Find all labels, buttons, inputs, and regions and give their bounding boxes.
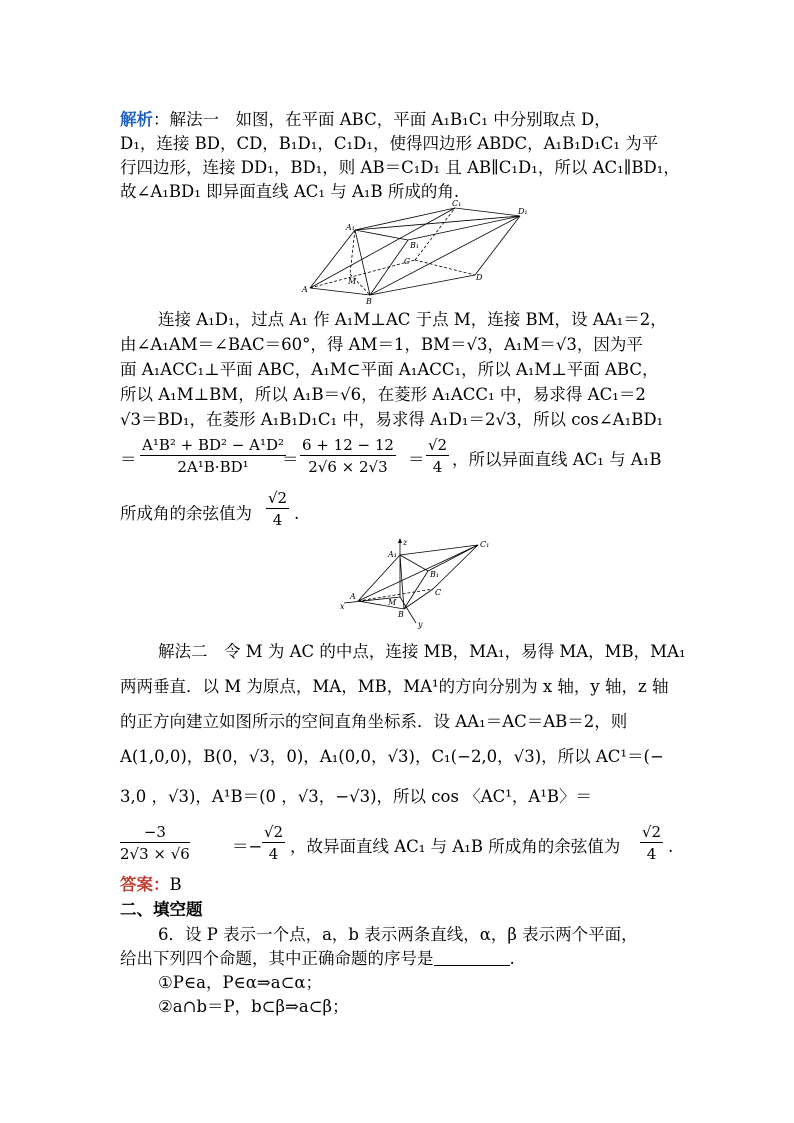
eq1-f1-den: 2A¹B·BD¹ (177, 458, 249, 476)
edge-ac1 (310, 208, 455, 288)
eq1-f2-num: 6 + 12 − 12 (302, 436, 394, 454)
method2-line-1: 解法二 令 M 为 AC 的中点，连接 MB，MA₁，易得 MA，MB，MA₁ (158, 642, 686, 661)
q6-option-1: ①P∈a，P∈α⇒a⊂α； (158, 973, 323, 992)
section2-title: 二、填空题 (120, 900, 203, 919)
eq1-suffix: ，所以异面直线 AC₁ 与 A₁B (452, 450, 662, 469)
fig1-label-c: C (404, 257, 411, 266)
edge-ab (358, 601, 404, 609)
fig2-label-b1: B₁ (430, 570, 440, 579)
eq1-f1-num: A¹B² + BD² − A¹D² (142, 436, 285, 454)
fig2-label-z: z (403, 538, 408, 547)
edge-a1b1 (400, 555, 428, 571)
method2-line-3: 的正方向建立如图所示的空间直角坐标系．设 AA₁＝AC＝AB＝2，则 (120, 712, 628, 731)
eq3-fraction-3 (640, 822, 663, 865)
q6-line-1: 6．设 P 表示一个点，a，b 表示两条直线，α，β 表示两个平面， (158, 925, 638, 944)
eq1-mid: ＝ (282, 450, 299, 469)
edge-cd (415, 260, 475, 275)
fig2-label-c1: C₁ (480, 540, 490, 549)
method2-line-4: A(1,0,0)，B(0，√3，0)，A₁(0,0，√3)，C₁(−2,0，√3)，所以 AC¹＝(− (120, 747, 664, 766)
answer-label: 答案： (120, 875, 170, 894)
eq3-end: . (668, 837, 674, 856)
parallelepiped-figure (300, 199, 530, 306)
fig2-label-m: M (388, 598, 397, 607)
solution-line-3: 行四边形，连接 DD₁，BD₁，则 AB＝C₁D₁ 且 AB∥C₁D₁，所以 AC₁∥BD₁， (120, 158, 680, 177)
q6-line-2: 给出下列四个命题，其中正确命题的序号是 . (120, 949, 515, 968)
fig1-label-d: D (476, 273, 483, 282)
edge-a1b (355, 230, 370, 295)
edge-bd1 (370, 216, 520, 295)
eq1-fraction-1 (140, 435, 286, 478)
fig2-label-c: C (435, 588, 442, 597)
edge-a1m (350, 230, 355, 274)
edge-bb1 (370, 240, 411, 295)
method2-line-5: 3,0 ，√3)，A¹B＝(0 ，√3，−√3)，所以 cos 〈AC¹，A¹B〉＝ (120, 787, 592, 806)
eq1-fraction-2 (300, 435, 396, 478)
eq3-f3-den: 4 (646, 845, 657, 863)
eq2-prefix: 所成角的余弦值为 (120, 504, 252, 523)
eq3-fraction-1 (120, 822, 190, 865)
eq1-fraction-3 (426, 435, 449, 478)
fig2-label-a: A (350, 592, 356, 601)
fig1-label-c1: C₁ (452, 199, 462, 208)
eq1-f3-num: √2 (428, 436, 448, 454)
eq3-f3-num: √2 (642, 823, 662, 841)
fig2-label-x: x (340, 602, 345, 611)
fig2-label-b: B (398, 610, 404, 619)
fig1-label-d1: D₁ (518, 207, 528, 216)
eq2-den: 4 (272, 511, 283, 529)
eq3-mid: ＝− (232, 837, 263, 856)
eq1-f3-den: 4 (432, 458, 443, 476)
fig1-label-m: M (348, 277, 357, 286)
eq3-f1-den: 2√3 × √6 (120, 845, 190, 863)
eq1-prefix: ＝ (120, 450, 137, 469)
coordinate-figure (338, 537, 508, 629)
edge-a1c1 (400, 545, 478, 555)
eq3-f1-num: −3 (120, 822, 190, 843)
edge-ab (310, 288, 370, 295)
eq1-eq: ＝ (408, 450, 425, 469)
answer-blank[interactable] (434, 949, 510, 966)
para2-line-5: √3＝BD₁，在菱形 A₁B₁D₁C₁ 中，易求得 A₁D₁＝2√3，所以 cos∠A₁BD₁ (120, 410, 664, 429)
solution-line-2: D₁，连接 BD，CD，B₁D₁，C₁D₁，使得四边形 ABDC，A₁B₁D₁C₁ 为平 (120, 134, 659, 153)
edge-dd1 (475, 216, 520, 275)
q6-option-2: ②a∩b＝P，b⊂β⇒a⊂β； (158, 997, 349, 1016)
fig2-label-y: y (418, 620, 423, 629)
edge-bd (370, 275, 475, 295)
para2-line-1: 连接 A₁D₁，过点 A₁ 作 A₁M⊥AC 于点 M，连接 BM，设 AA₁＝2， (158, 310, 667, 329)
eq3-suffix: ，故异面直线 AC₁ 与 A₁B 所成角的余弦值为 (290, 837, 621, 856)
eq2-num: √2 (268, 489, 288, 507)
edge-bc (404, 589, 433, 609)
eq2-fraction (266, 488, 289, 531)
para2-line-2: 由∠A₁AM＝∠BAC＝60°，得 AM＝1，BM＝√3，A₁M＝√3，因为平 (120, 335, 643, 354)
fig1-label-b1: B₁ (410, 241, 420, 250)
eq1-f2-den: 2√6 × 2√3 (308, 458, 388, 476)
eq3-f2-den: 4 (268, 845, 279, 863)
fig1-label-b: B (366, 297, 372, 306)
fig1-label-a1: A₁ (346, 223, 355, 232)
solution-line-1: 解析：解法一 如图，在平面 ABC，平面 A₁B₁C₁ 中分别取点 D， (120, 110, 611, 129)
fig1-label-a: A (302, 285, 308, 294)
edge-c1d1 (455, 208, 520, 216)
method2-line-2: 两两垂直．以 M 为原点，MA，MB，MA¹的方向分别为 x 轴，y 轴，z 轴 (120, 677, 669, 696)
solution-label: 解析 (120, 110, 153, 129)
solution-line-4: 故∠A₁BD₁ 即异面直线 AC₁ 与 A₁B 所成的角. (120, 182, 460, 201)
eq3-f2-num: √2 (264, 823, 284, 841)
eq3-fraction-2 (262, 822, 285, 865)
edge-ac1 (358, 545, 478, 601)
eq2-suffix: . (294, 504, 300, 523)
para2-line-3: 面 A₁ACC₁⊥平面 ABC，A₁M⊂平面 A₁ACC₁，所以 A₁M⊥平面 ABC， (120, 360, 659, 379)
edge-aa1 (358, 555, 400, 601)
para2-line-4: 所以 A₁M⊥BM，所以 A₁B＝√6，在菱形 A₁ACC₁ 中，易求得 AC₁＝2 (120, 385, 646, 404)
fig2-label-a1: A₁ (388, 550, 397, 559)
answer-value: B (169, 875, 182, 894)
edge-b1d1 (408, 216, 520, 240)
edge-cc1 (433, 545, 478, 589)
edge-a1c1 (355, 208, 455, 230)
answer-line (120, 873, 675, 897)
